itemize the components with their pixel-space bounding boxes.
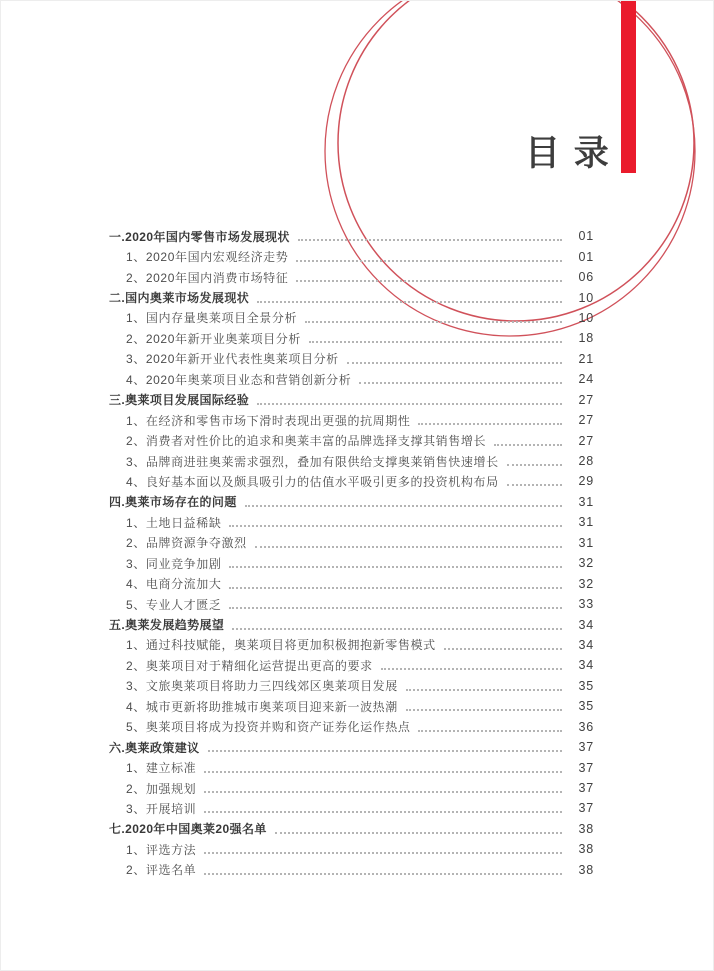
toc-entry-label: 4、城市更新将助推城市奥莱项目迎来新一波热潮: [126, 699, 398, 714]
toc-dotted-leader: [232, 628, 562, 630]
toc-row: [109, 267, 594, 287]
toc-entry-label: 1、2020年国内宏观经济走势: [126, 250, 289, 265]
toc-entry-label: 四.奥莱市场存在的问题: [109, 495, 237, 510]
toc-page-number: 33: [578, 597, 594, 612]
toc-list: [109, 226, 594, 880]
toc-dotted-leader: [204, 852, 562, 854]
toc-row: [109, 553, 594, 573]
toc-row: [109, 308, 594, 328]
toc-dotted-leader: [255, 546, 562, 548]
toc-page-number: 01: [578, 249, 594, 264]
toc-dotted-leader: [359, 382, 562, 384]
toc-entry-label: 3、文旅奥莱项目将助力三四线郊区奥莱项目发展: [126, 679, 398, 694]
toc-page-number: 34: [578, 617, 594, 632]
toc-page-number: 31: [578, 515, 594, 530]
toc-row: [109, 471, 594, 491]
toc-dotted-leader: [381, 668, 562, 670]
toc-row: [109, 655, 594, 675]
toc-entry-label: 2、2020年国内消费市场特征: [126, 270, 289, 285]
toc-entry-label: 1、评选方法: [126, 842, 197, 857]
toc-entry-label: 5、奥莱项目将成为投资并购和资产证券化运作热点: [126, 720, 411, 735]
toc-page-number: 27: [578, 433, 594, 448]
toc-entry-label: 七.2020年中国奥莱20强名单: [109, 822, 267, 837]
toc-row: [109, 246, 594, 266]
toc-dotted-leader: [204, 791, 562, 793]
toc-dotted-leader: [204, 873, 562, 875]
toc-page-number: 31: [578, 494, 594, 509]
toc-page-number: 34: [578, 658, 594, 673]
toc-page-number: 32: [578, 556, 594, 571]
toc-dotted-leader: [494, 444, 562, 446]
toc-row: [109, 798, 594, 818]
toc-dotted-leader: [208, 750, 562, 752]
toc-row: [109, 737, 594, 757]
toc-entry-label: 六.奥莱政策建议: [109, 740, 200, 755]
toc-row: [109, 635, 594, 655]
toc-page-number: 38: [578, 821, 594, 836]
toc-entry-label: 1、国内存量奥莱项目全景分析: [126, 311, 298, 326]
toc-row: [109, 860, 594, 880]
toc-page-number: 37: [578, 760, 594, 775]
toc-page-number: 38: [578, 862, 594, 877]
toc-row: [109, 226, 594, 246]
toc-dotted-leader: [444, 648, 562, 650]
toc-entry-label: 5、专业人才匮乏: [126, 597, 222, 612]
toc-row: [109, 757, 594, 777]
toc-row: [109, 390, 594, 410]
toc-page-number: 36: [578, 719, 594, 734]
toc-row: [109, 430, 594, 450]
toc-row: [109, 696, 594, 716]
toc-dotted-leader: [309, 341, 562, 343]
toc-dotted-leader: [296, 260, 562, 262]
toc-page-number: 10: [578, 290, 594, 305]
toc-entry-label: 1、土地日益稀缺: [126, 515, 222, 530]
toc-dotted-leader: [229, 525, 562, 527]
toc-entry-label: 3、开展培训: [126, 801, 197, 816]
toc-entry-label: 4、2020年奥莱项目业态和营销创新分析: [126, 372, 352, 387]
toc-page-number: 29: [578, 474, 594, 489]
toc-entry-label: 1、建立标准: [126, 761, 197, 776]
toc-entry-label: 2、评选名单: [126, 863, 197, 878]
toc-dotted-leader: [204, 811, 562, 813]
toc-entry-label: 4、电商分流加大: [126, 577, 222, 592]
toc-dotted-leader: [257, 403, 562, 405]
toc-entry-label: 三.奥莱项目发展国际经验: [109, 393, 250, 408]
toc-row: [109, 512, 594, 532]
toc-dotted-leader: [418, 730, 562, 732]
toc-row: [109, 369, 594, 389]
toc-page-number: 27: [578, 413, 594, 428]
toc-page-number: 10: [578, 310, 594, 325]
toc-dotted-leader: [245, 505, 562, 507]
toc-page-number: 37: [578, 801, 594, 816]
toc-entry-label: 1、在经济和零售市场下滑时表现出更强的抗周期性: [126, 413, 411, 428]
toc-row: [109, 533, 594, 553]
toc-row: [109, 287, 594, 307]
page-title: 目 录: [525, 134, 611, 173]
toc-page-number: 34: [578, 637, 594, 652]
toc-entry-label: 2、奥莱项目对于精细化运营提出更高的要求: [126, 658, 373, 673]
toc-row: [109, 839, 594, 859]
toc-entry-label: 五.奥莱发展趋势展望: [109, 618, 225, 633]
toc-row: [109, 594, 594, 614]
toc-dotted-leader: [204, 771, 562, 773]
toc-dotted-leader: [507, 484, 562, 486]
toc-page-number: 37: [578, 740, 594, 755]
toc-row: [109, 328, 594, 348]
toc-entry-label: 2、品牌资源争夺激烈: [126, 536, 247, 551]
toc-entry-label: 2、2020年新开业奥莱项目分析: [126, 331, 301, 346]
toc-page-number: 24: [578, 372, 594, 387]
toc-dotted-leader: [347, 362, 562, 364]
toc-dotted-leader: [406, 689, 562, 691]
toc-entry-label: 2、消费者对性价比的追求和奥莱丰富的品牌选择支撑其销售增长: [126, 434, 487, 449]
toc-page-number: 37: [578, 781, 594, 796]
toc-dotted-leader: [229, 566, 562, 568]
toc-page-number: 28: [578, 454, 594, 469]
toc-row: [109, 819, 594, 839]
toc-page-number: 06: [578, 270, 594, 285]
toc-row: [109, 676, 594, 696]
toc-entry-label: 3、同业竞争加剧: [126, 556, 222, 571]
toc-row: [109, 778, 594, 798]
toc-page-number: 35: [578, 699, 594, 714]
red-accent-bar: [621, 1, 636, 173]
toc-entry-label: 2、加强规划: [126, 781, 197, 796]
toc-entry-label: 一.2020年国内零售市场发展现状: [109, 229, 290, 244]
toc-dotted-leader: [418, 423, 562, 425]
toc-row: [109, 717, 594, 737]
toc-entry-label: 3、品牌商进驻奥莱需求强烈，叠加有限供给支撑奥莱销售快速增长: [126, 454, 499, 469]
toc-dotted-leader: [298, 239, 562, 241]
toc-page-number: 32: [578, 576, 594, 591]
toc-page-number: 27: [578, 392, 594, 407]
toc-row: [109, 410, 594, 430]
toc-entry-label: 二.国内奥莱市场发展现状: [109, 291, 250, 306]
toc-row: [109, 573, 594, 593]
toc-entry-label: 4、良好基本面以及颇具吸引力的估值水平吸引更多的投资机构布局: [126, 474, 499, 489]
toc-dotted-leader: [229, 607, 562, 609]
toc-page-number: 38: [578, 842, 594, 857]
toc-entry-label: 1、通过科技赋能，奥莱项目将更加积极拥抱新零售模式: [126, 638, 436, 653]
toc-row: [109, 614, 594, 634]
toc-dotted-leader: [275, 832, 562, 834]
toc-dotted-leader: [507, 464, 562, 466]
toc-entry-label: 3、2020年新开业代表性奥莱项目分析: [126, 352, 339, 367]
toc-dotted-leader: [229, 587, 562, 589]
toc-page-number: 31: [578, 535, 594, 550]
toc-dotted-leader: [296, 280, 562, 282]
toc-dotted-leader: [406, 709, 562, 711]
toc-row: [109, 451, 594, 471]
toc-dotted-leader: [305, 321, 562, 323]
toc-page-number: 18: [578, 331, 594, 346]
toc-page-number: 21: [578, 351, 594, 366]
toc-page-number: 01: [578, 229, 594, 244]
toc-dotted-leader: [257, 301, 562, 303]
toc-row: [109, 349, 594, 369]
toc-page-number: 35: [578, 678, 594, 693]
toc-row: [109, 492, 594, 512]
